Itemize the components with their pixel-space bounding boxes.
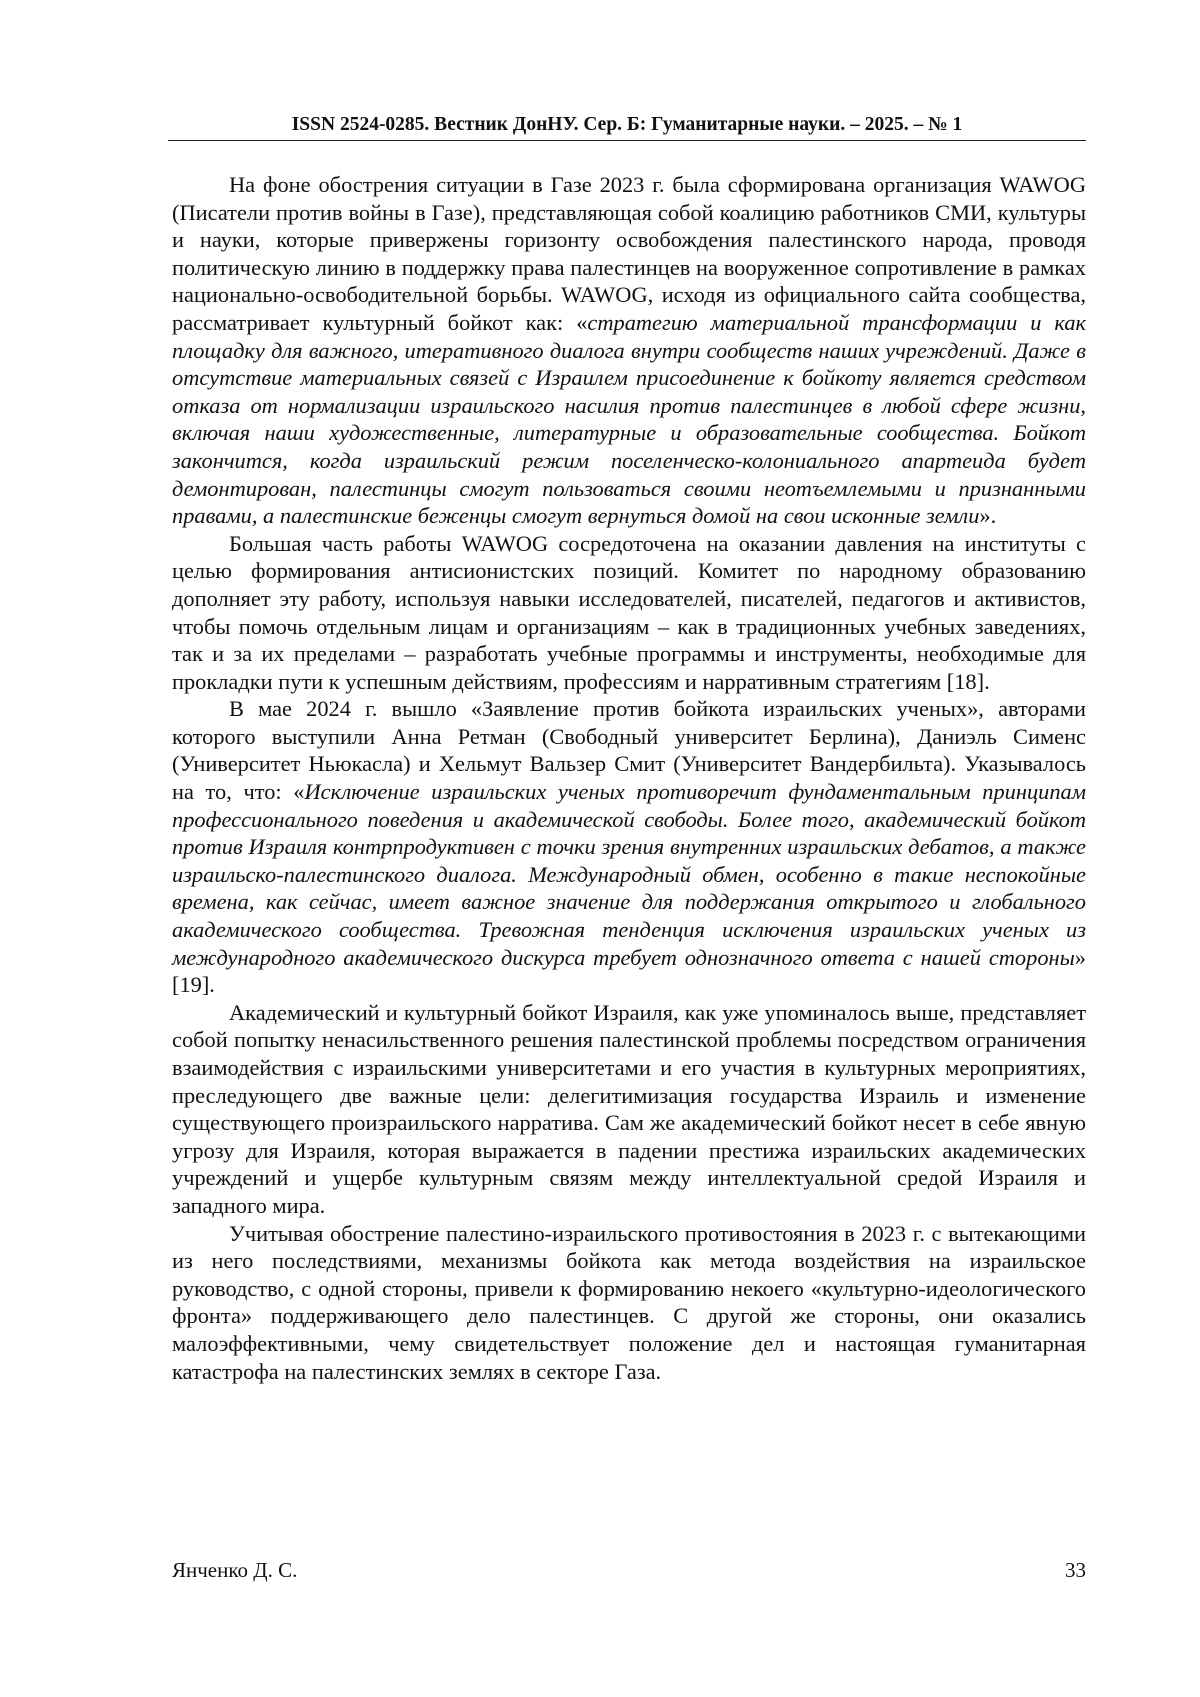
article-body	[172, 171, 1086, 1385]
paragraph-statement	[172, 695, 1086, 999]
running-header: ISSN 2524-0285. Вестник ДонНУ. Сер. Б: Гуманитарные науки. – 2025. – № 1	[291, 114, 963, 135]
statement-quote: Исключение израильских ученых противоречит фундаментальным принципам профессионального поведения и академической свободы. Более того, академический бойкот против Израиля контрпродуктивен с точки зрения внутренних израильских дебатов, а также израильско-палестинского диалога. Международный обмен, особенно в такие неспокойные времена, как сейчас, имеет важное значение для поддержания открытого и глобального академического сообщества. Тревожная тенденция исключения израильских ученых из международного академического дискурса требует однозначного ответа с нашей стороны	[172, 779, 1087, 970]
page-number: 33	[1065, 1558, 1086, 1582]
paragraph-wawog-work: Большая часть работы WAWOG сосредоточена на оказании давления на институты с целью формирования антисионистских позиций. Комитет по народному образованию дополняет эту работу, используя навыки исследователей, писателей, педагогов и активистов, чтобы помочь отдельным лицам и организациям – как в традиционных учебных заведениях, так и за их пределами – разработать учебные программы и инструменты, необходимые для прокладки пути к успешным действиям, профессиям и нарративным стратегиям [18].	[172, 530, 1086, 694]
wawog-quote: стратегию материальной трансформации и как площадку для важного, итеративного диалога внутри сообществ наших учреждений. Даже в отсутствие материальных связей с Израилем присоединение к бойкоту является средством отказа от нормализации израильского насилия против палестинцев в любой сфере жизни, включая наши художественные, литературные и образовательные сообщества. Бойкот закончится, когда израильский режим поселенческо-колониального апартеида будет демонтирован, палестинцы смогут пользоваться своими неотъемлемыми и признанными правами, а палестинские беженцы смогут вернуться домой на свои исконные земли	[172, 309, 1086, 529]
paragraph-wawog-intro	[172, 171, 1086, 530]
paragraph-boycott-summary: Академический и культурный бойкот Израиля, как уже упоминалось выше, представляет собой попытку ненасильственного решения палестинской проблемы посредством ограничения взаимодействия с израильскими университетами и его участия в культурных мероприятиях, преследующего две важные цели: делегитимизация государства Израиль и изменение существующего произраильского нарратива. Сам же академический бойкот несет в себе явную угрозу для Израиля, которая выражается в падении престижа израильских академических учреждений и ущербе культурным связям между интеллектуальной средой Израиля и западного мира.	[172, 999, 1086, 1218]
paragraph-text: В мае 2024 г. вышло «Заявление против бойкота израильских ученых», авторами которого выступили Анна Ретман (Свободный университет Берлина), Даниэль Сименс (Университет Ньюкасла) и Хельмут Вальзер Смит (Университет Вандербильта). Указывалось на то, что: «	[172, 696, 1086, 805]
paragraph-text: ».	[979, 503, 997, 529]
paragraph-conclusion: Учитывая обострение палестино-израильского противостояния в 2023 г. с вытекающими из него последствиями, механизмы бойкота как метода воздействия на израильское руководство, с одной стороны, привели к формированию некоего «культурно-идеологического фронта» поддерживающего дело палестинцев. С другой же стороны, они оказались малоэффективными, чему свидетельствует положение дел и настоящая гуманитарная катастрофа на палестинских землях в секторе Газа.	[172, 1220, 1086, 1384]
paragraph-text: На фоне обострения ситуации в Газе 2023 г. была сформирована организация WAWOG (Писатели против войны в Газе), представляющая собой коалицию работников СМИ, культуры и науки, которые привержены горизонту освобождения палестинского народа, проводя политическую линию в поддержку права палестинцев на вооруженное сопротивление в рамках национально-освободительной борьбы. WAWOG, исходя из официального сайта сообщества, рассматривает культурный бойкот как: «	[172, 172, 1086, 335]
paragraph-text: » [19].	[172, 944, 1086, 998]
header-divider	[168, 140, 1086, 141]
footer-author: Янченко Д. С.	[172, 1558, 298, 1582]
